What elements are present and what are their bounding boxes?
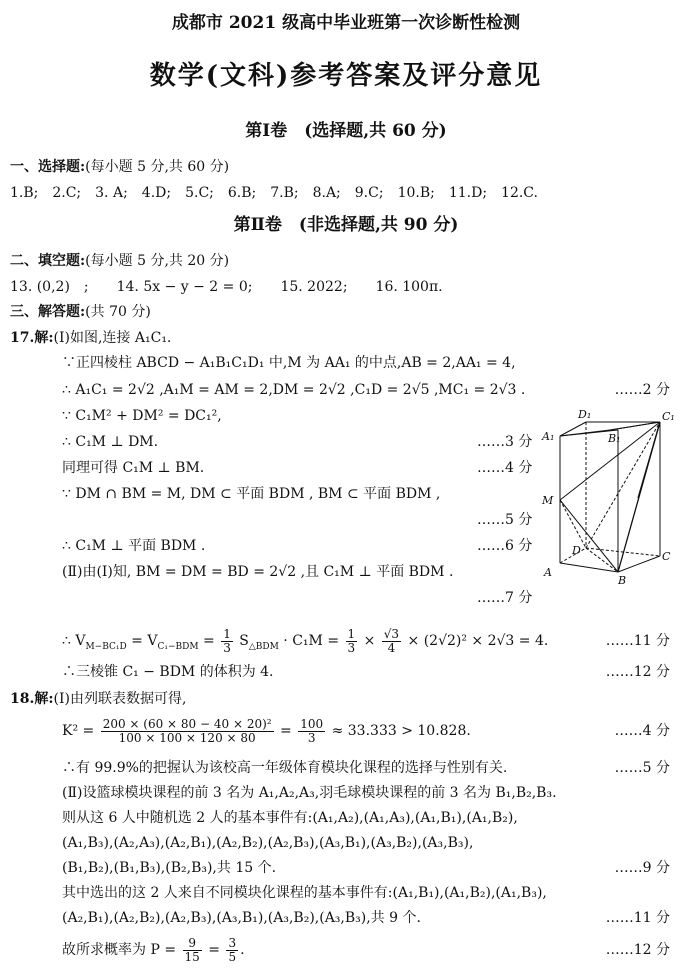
q18-score-5: ……5 分 (614, 760, 670, 776)
q17-score-11: ……11 分 (605, 633, 670, 649)
q18-line5: 则从这 6 人中随机选 2 人的基本事件有:(A₁,A₂),(A₁,A₃),(A₁,B₁),(A₁,B₂), (62, 810, 518, 826)
label-C1: C₁ (662, 410, 675, 423)
q17-line7: ∵ DM ∩ BM = M, DM ⊂ 平面 BDM , BM ⊂ 平面 BDM , (62, 486, 441, 502)
label-A: A (544, 566, 552, 579)
q17-line1 (10, 329, 171, 347)
section3-note: (共 70 分) (85, 304, 151, 320)
section2-answers: 13. (0,2) ; 14. 5x − y − 2 = 0; 15. 2022; 16. 100π. (10, 279, 443, 295)
q18-head: 18.解: (10, 691, 54, 707)
part2-heading: 第Ⅱ卷 (非选择题,共 90 分) (233, 215, 459, 235)
q17-line10: (Ⅱ)由(Ⅰ)知, BM = DM = BD = 2√2 ,且 C₁M ⊥ 平面 BDM . (62, 564, 454, 580)
section1-note: (每小题 5 分,共 60 分) (85, 159, 230, 175)
q17-score-3: ……3 分 (477, 434, 533, 450)
q17-part1: (Ⅰ)如图,连接 A₁C₁. (53, 330, 172, 346)
section2-heading (10, 252, 229, 270)
fraction: $\frac{1}{3}$ (347, 626, 356, 655)
q18-line6: (A₁,B₃),(A₂,A₃),(A₂,B₁),(A₂,B₂),(A₂,B₃),(A₃,B₁),(A₃,B₂),(A₃,B₃), (62, 835, 474, 851)
fraction: $\frac{100}{3}$ (300, 716, 324, 745)
q17-score-12: ……12 分 (605, 664, 670, 680)
q18-line1 (10, 690, 186, 708)
q18-score-12: ……12 分 (605, 942, 670, 958)
q18-score-4: ……4 分 (614, 723, 670, 739)
section1-title: 一、选择题: (10, 159, 86, 175)
q17-line9: ∴ C₁M ⊥ 平面 BDM . (62, 538, 206, 554)
section1-answers: 1.B; 2.C; 3. A; 4.D; 5.C; 6.B; 7.B; 8.A; 9.C; 10.B; 11.D; 12.C. (10, 185, 538, 201)
q17-line13: ∴三棱锥 C₁ − BDM 的体积为 4. (62, 664, 274, 680)
prism-figure (538, 408, 678, 586)
q17-score-6: ……6 分 (477, 538, 533, 554)
q17-line6: 同理可得 C₁M ⊥ BM. (62, 460, 205, 476)
q17-line4: ∵ C₁M² + DM² = DC₁², (62, 408, 222, 424)
q18-part1: (Ⅰ)由列联表数据可得, (53, 691, 187, 707)
q18-score-9: ……9 分 (614, 860, 670, 876)
section1-heading (10, 158, 229, 176)
label-D1: D₁ (578, 408, 592, 421)
q17-line5: ∴ C₁M ⊥ DM. (62, 434, 159, 450)
label-B: B (618, 574, 627, 586)
fraction: $\frac{9}{15}$ (184, 935, 200, 964)
part1-heading: 第Ⅰ卷 (选择题,共 60 分) (245, 121, 447, 141)
q18-line8: 其中选出的这 2 人来自不同模块化课程的基本事件有:(A₁,B₁),(A₁,B₂),(A₁,B₃), (62, 885, 547, 901)
section3-title: 三、解答题: (10, 304, 86, 320)
fraction: $\frac{\text{200 × (60 × 80 − 40 × 20)²}}{100 \times 100 \times 120 \times 80}$ (102, 716, 272, 745)
q18-probability: 故所求概率为 P = $\frac{9}{15}$ = $\frac{3}{5}$ . (62, 935, 245, 964)
section3-heading (10, 303, 151, 321)
fraction: $\frac{3}{5}$ (228, 935, 237, 964)
q18-line9: (A₂,B₁),(A₂,B₂),(A₂,B₃),(A₃,B₁),(A₃,B₂),(A₃,B₃),共 9 个. (62, 910, 421, 926)
section2-title: 二、填空题: (10, 253, 86, 269)
label-B1: B₁ (608, 432, 621, 445)
label-D: D (572, 544, 581, 557)
q17-head: 17.解: (10, 330, 54, 346)
q18-line3: ∴有 99.9%的把握认为该校高一年级体育模块化课程的选择与性别有关. (62, 760, 508, 776)
q17-score-2: ……2 分 (614, 382, 670, 398)
section2-note: (每小题 5 分,共 20 分) (85, 253, 230, 269)
label-A1: A₁ (542, 430, 555, 443)
q17-score-4: ……4 分 (477, 460, 533, 476)
document-title: 数学(文科)参考答案及评分意见 (149, 61, 543, 91)
q17-volume-formula: ∴ $V_{M-BC_1D} = V_{C_1-BDM}$ = $\frac{1}{3}$ $S_{\triangle BDM} \cdot C_1M$ = $\frac{1}{3}$ × $\frac{√3}{4}$ × (2√2)² × 2√3 = 4. (62, 626, 549, 655)
q18-k2-formula: K² = $\frac{\text{200 × (60 × 80 − 40 × 20)²}}{100 \times 100 \times 120 \times 80}$ = $\frac{100}{3}$ ≈ 33.333 > 10.828. (62, 716, 471, 745)
q18-line4: (Ⅱ)设篮球模块课程的前 3 名为 A₁,A₂,A₃,羽毛球模块课程的前 3 名为 B₁,B₂,B₃. (62, 785, 557, 801)
q17-line2: ∵正四棱柱 ABCD − A₁B₁C₁D₁ 中,M 为 AA₁ 的中点,AB = 2,AA₁ = 4, (62, 355, 516, 371)
q17-score-5: ……5 分 (477, 512, 533, 528)
fraction: $\frac{1}{3}$ (223, 626, 231, 655)
q17-score-7: ……7 分 (477, 590, 533, 606)
fraction: $\frac{√3}{4}$ (383, 626, 400, 655)
q17-line3: ∴ A₁C₁ = 2√2 ,A₁M = AM = 2,DM = 2√2 ,C₁D = 2√5 ,MC₁ = 2√3 . (62, 382, 526, 398)
q18-line7: (B₁,B₂),(B₁,B₃),(B₂,B₃),共 15 个. (62, 860, 277, 876)
exam-title: 成都市 2021 级高中毕业班第一次诊断性检测 (171, 13, 521, 33)
q18-score-11: ……11 分 (605, 910, 670, 926)
label-M: M (542, 494, 554, 507)
label-C: C (662, 550, 671, 563)
